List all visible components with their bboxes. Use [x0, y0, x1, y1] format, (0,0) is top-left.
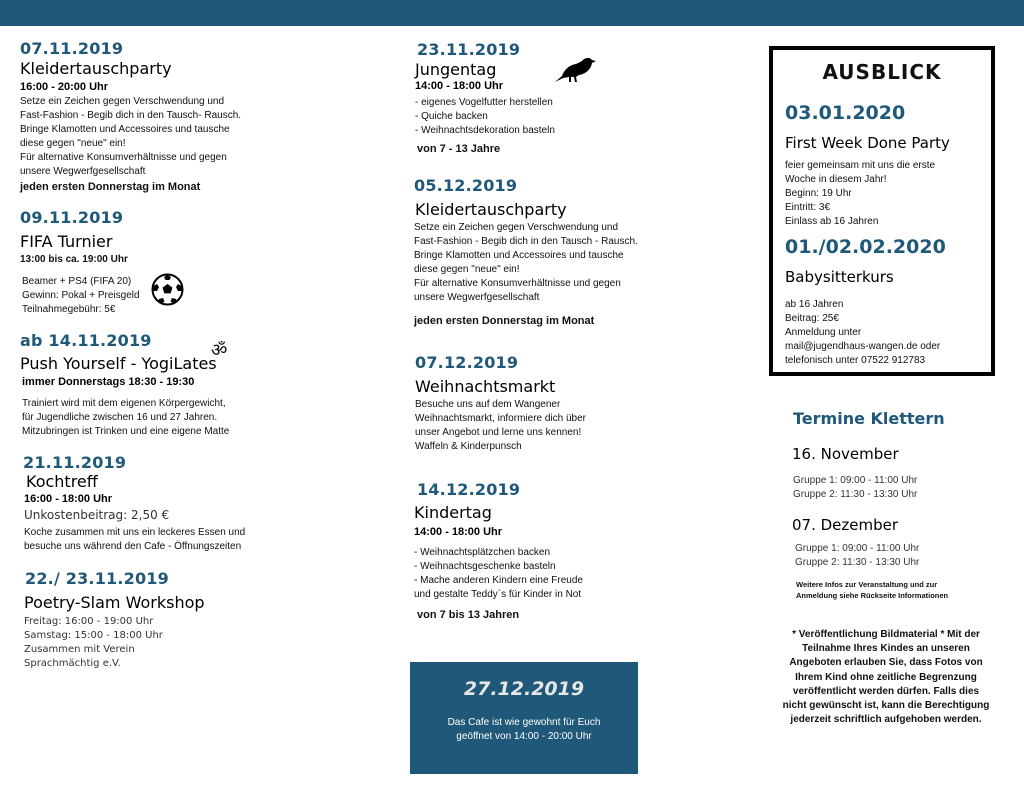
- cafe-box: [410, 662, 638, 774]
- event-title: Push Yourself - YogiLates: [20, 354, 217, 373]
- event-time: 14:00 - 18:00 Uhr: [415, 80, 504, 92]
- ausblick-heading: AUSBLICK: [822, 60, 942, 84]
- klettern-groups: Gruppe 1: 09:00 - 11:00 Uhr Gruppe 2: 11:30 - 13:30 Uhr: [795, 543, 920, 568]
- event-date: 23.11.2019: [417, 40, 521, 59]
- event-description: - Weihnachtsplätzchen backen - Weihnachtsgeschenke basteln - Mache anderen Kindern eine Freude und gestalte Teddy`s für Kinder in Not: [414, 547, 583, 600]
- event-title: Weihnachtsmarkt: [415, 377, 556, 396]
- event-cost: Unkostenbeitrag: 2,50 €: [24, 508, 170, 522]
- event-footer: von 7 - 13 Jahre: [417, 143, 501, 155]
- event-date: 14.12.2019: [417, 480, 521, 499]
- event-description: - eigenes Vogelfutter herstellen - Quiche backen - Weihnachtsdekoration basteln: [415, 97, 555, 136]
- event-title: Kochtreff: [26, 472, 98, 491]
- cafe-date: 27.12.2019: [463, 678, 585, 700]
- event-title: Kleidertauschparty: [415, 200, 567, 219]
- klettern-info: Weitere Infos zur Veranstaltung und zur Anmeldung siehe Rückseite Informationen: [796, 580, 949, 600]
- klettern-heading: Termine Klettern: [793, 409, 945, 428]
- photo-notice: * Veröffentlichung Bildmaterial * Mit der Teilnahme Ihres Kindes an unseren Angeboten erlauben Sie, dass Fotos von Ihrem Kind ohne zeitliche Begrenzung veröffentlicht werden dürfen. Falls dies nicht gewünscht ist, kann die Berechtigung jederzeit schriftlich aufgehoben werden.: [782, 629, 990, 726]
- event-description: Setze ein Zeichen gegen Verschwendung und Fast-Fashion - Begib dich in den Tausch - Rausch. Bringe Klamotten und Accessoires und tausche diese gegen "neue" ein! Für alternative Konsumverhältnisse und gegen unsere Wegwerfgesellschaft: [414, 222, 638, 303]
- soccer-ball-icon: [151, 273, 184, 306]
- event-time: 16:00 - 18:00 Uhr: [24, 493, 113, 505]
- event-footer: von 7 bis 13 Jahren: [417, 609, 520, 621]
- event-time: 16:00 - 20:00 Uhr: [20, 81, 109, 93]
- event-date: 07.12.2019: [415, 353, 519, 372]
- top-bar: [0, 0, 1024, 26]
- ausblick-box: [769, 46, 995, 376]
- event-description: ab 16 Jahren Beitrag: 25€ Anmeldung unter mail@jugendhaus-wangen.de oder telefonisch unter 07522 912783: [785, 299, 941, 366]
- event-description: Besuche uns auf dem Wangener Weihnachtsmarkt, informiere dich über unser Angebot und lerne uns kennen! Waffeln & Kinderpunsch: [415, 399, 586, 452]
- event-title: First Week Done Party: [785, 134, 950, 152]
- cafe-text: Das Cafe ist wie gewohnt für Euch geöffnet von 14:00 - 20:00 Uhr: [447, 717, 601, 742]
- event-description: Koche zusammen mit uns ein leckeres Essen und besuche uns während den Cafe - Öffnungszeiten: [24, 527, 246, 552]
- event-time: 13:00 bis ca. 19:00 Uhr: [20, 254, 128, 265]
- klettern-date: 16. November: [792, 445, 899, 463]
- event-time: immer Donnerstags 18:30 - 19:30: [22, 376, 195, 388]
- klettern-groups: Gruppe 1: 09:00 - 11:00 Uhr Gruppe 2: 11:30 - 13:30 Uhr: [793, 475, 918, 500]
- om-icon: ॐ: [211, 340, 228, 360]
- event-time: 14:00 - 18:00 Uhr: [414, 526, 503, 538]
- event-date: ab 14.11.2019: [20, 331, 152, 350]
- event-date: 21.11.2019: [23, 453, 127, 472]
- event-description: Setze ein Zeichen gegen Verschwendung und Fast-Fashion - Begib dich in den Tausch- Rausch. Bringe Klamotten und Accessoires und tausche diese gegen "neue" ein! Für alternative Konsumverhältnisse und gegen unsere Wegwerfgesellschaft: [20, 96, 242, 177]
- bird-icon: [553, 54, 597, 84]
- event-description: feier gemeinsam mit uns die erste Woche in diesem Jahr! Beginn: 19 Uhr Eintritt: 3€ Einlass ab 16 Jahren: [785, 160, 936, 227]
- event-description: Freitag: 16:00 - 19:00 Uhr Samstag: 15:00 - 18:00 Uhr Zusammen mit Verein Sprachmächtig e.V.: [24, 616, 163, 669]
- event-title: Poetry-Slam Workshop: [24, 593, 205, 612]
- klettern-date: 07. Dezember: [792, 516, 899, 534]
- event-description: Beamer + PS4 (FIFA 20) Gewinn: Pokal + Preisgeld Teilnahmegebühr: 5€: [22, 276, 140, 315]
- event-date: 07.11.2019: [20, 39, 124, 58]
- event-title: Kleidertauschparty: [20, 59, 172, 78]
- event-date: 05.12.2019: [414, 176, 518, 195]
- event-title: FIFA Turnier: [20, 232, 113, 251]
- event-date: 09.11.2019: [20, 208, 124, 227]
- event-date: 01./02.02.2020: [785, 236, 946, 258]
- event-description: Trainiert wird mit dem eigenen Körpergewicht, für Jugendliche zwischen 16 und 27 Jahren. Mitzubringen ist Trinken und eine eigene Matte: [22, 398, 230, 437]
- event-title: Babysitterkurs: [785, 268, 894, 286]
- event-title: Kindertag: [414, 503, 492, 522]
- event-footer: jeden ersten Donnerstag im Monat: [414, 315, 595, 327]
- event-date: 03.01.2020: [785, 102, 906, 124]
- event-date: 22./ 23.11.2019: [25, 569, 169, 588]
- event-footer: jeden ersten Donnerstag im Monat: [20, 181, 201, 193]
- event-title: Jungentag: [415, 60, 497, 79]
